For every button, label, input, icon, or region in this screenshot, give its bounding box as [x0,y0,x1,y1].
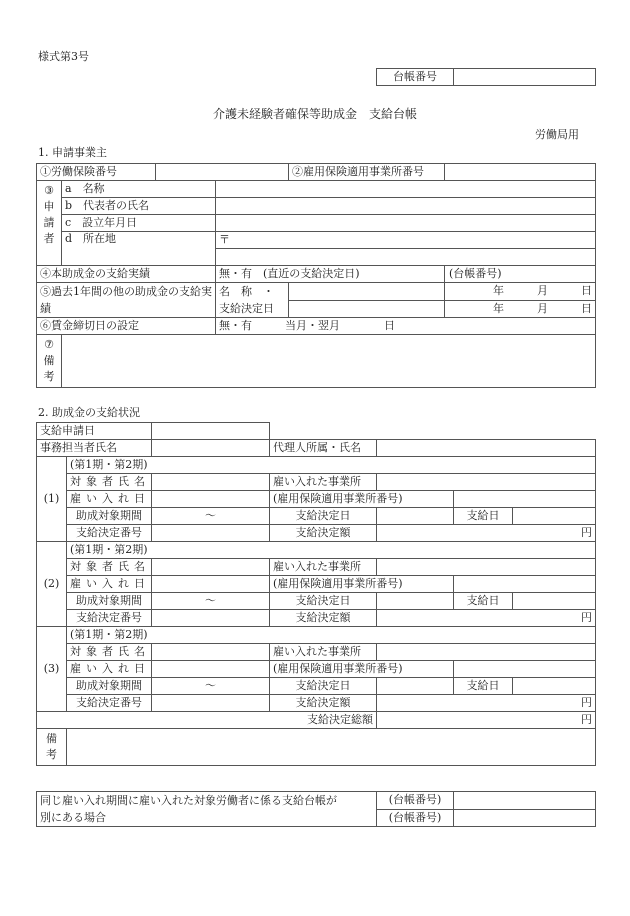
decision-amount-label: 支給決定額 [270,695,377,712]
payment-date-field[interactable] [513,508,596,525]
other-subsidy-sublabel: 名 称 ・ 支給決定日 [216,283,289,318]
hiring-office-field[interactable] [377,559,596,576]
office-no-label: (雇用保険適用事業所番号) [270,491,454,508]
form-number: 様式第3号 [38,50,89,63]
other-ledger-field-2[interactable] [454,809,596,827]
page-title: 介護未経験者確保等助成金 支給台帳 [212,107,417,121]
section2-heading: 2. 助成金の支給状況 [38,406,140,419]
subsidy-period-label: 助成対象期間 [67,508,152,525]
representative-field[interactable] [216,198,596,215]
remarks-field[interactable] [67,729,596,766]
decision-date-field[interactable] [377,508,454,525]
decision-amount-label: 支給決定額 [270,610,377,627]
target-name-field[interactable] [152,644,270,661]
remarks-label: 備 考 [37,729,67,766]
employment-office-no-field[interactable] [445,164,596,181]
other-ledger-label-1: (台帳番号) [377,792,454,810]
office-no-label: (雇用保険適用事業所番号) [270,661,454,678]
decision-no-label: 支給決定番号 [67,610,152,627]
remarks-field[interactable] [62,335,596,388]
application-date-field[interactable] [152,423,270,440]
payment-date-label: 支給日 [454,593,513,610]
hire-date-label: 雇い入れ日 [67,576,152,593]
other-ledger-label-2: (台帳番号) [377,809,454,827]
remarks-label: ⑦ 備 考 [37,335,62,388]
applicant-label: ③ 申 請 者 [37,181,62,266]
ledger-number-field[interactable] [454,69,596,86]
other-subsidy-name-2[interactable] [289,300,445,318]
decision-date-field[interactable] [377,678,454,695]
payment-status-table [36,422,596,766]
target-name-field[interactable] [152,559,270,576]
other-subsidy-label: ⑤過去1年間の他の助成金の支給実績 [37,283,216,318]
agent-name-label: 代理人所属・氏名 [270,440,377,457]
ledger-number-box [376,68,596,86]
other-subsidy-name-1[interactable] [289,283,445,301]
office-no-field[interactable] [454,491,596,508]
other-ledger-table [36,791,596,827]
payment-date-field[interactable] [513,678,596,695]
section1-heading: 1. 申請事業主 [38,146,107,159]
labor-insurance-no-field[interactable] [156,164,289,181]
office-no-field[interactable] [454,576,596,593]
total-amount-label: 支給決定総額 [37,712,377,729]
hire-date-label: 雇い入れ日 [67,661,152,678]
decision-no-field[interactable] [152,610,270,627]
block-number: (1) [37,457,67,542]
subsidy-record-ledger[interactable]: (台帳番号) [445,266,596,283]
decision-no-label: 支給決定番号 [67,695,152,712]
subsidy-record-label: ④本助成金の支給実績 [37,266,216,283]
block-period[interactable]: (第1期・第2期) [67,457,596,474]
hiring-office-label: 雇い入れた事業所 [270,474,377,491]
hiring-office-label: 雇い入れた事業所 [270,644,377,661]
ledger-number-label: 台帳番号 [377,69,454,86]
total-amount-field[interactable]: 円 [377,712,596,729]
hiring-office-field[interactable] [377,644,596,661]
subsidy-record-value[interactable]: 無・有 (直近の支給決定日) [216,266,445,283]
hire-date-label: 雇い入れ日 [67,491,152,508]
payment-date-label: 支給日 [454,508,513,525]
address-field[interactable] [216,249,596,266]
name-field[interactable] [216,181,596,198]
decision-amount-field[interactable]: 円 [377,695,596,712]
target-name-label: 対象者氏名 [67,559,152,576]
block-period[interactable]: (第1期・第2期) [67,542,596,559]
block-number: (3) [37,627,67,712]
decision-date-label: 支給決定日 [270,508,377,525]
name-label: a 名称 [62,181,216,198]
subsidy-period-field[interactable]: ～ [152,593,270,610]
established-date-field[interactable] [216,215,596,232]
wage-cutoff-label: ⑥賃金締切日の設定 [37,318,216,335]
applicant-table [36,163,596,388]
decision-no-field[interactable] [152,525,270,542]
hiring-office-label: 雇い入れた事業所 [270,559,377,576]
postal-code-field[interactable] [216,232,596,249]
labor-insurance-no-label: ①労働保険番号 [37,164,156,181]
decision-amount-label: 支給決定額 [270,525,377,542]
address-label: d 所在地 [62,232,216,266]
hire-date-field[interactable] [152,661,270,678]
block-number: (2) [37,542,67,627]
employment-office-no-label: ②雇用保険適用事業所番号 [289,164,445,181]
decision-amount-field[interactable]: 円 [377,610,596,627]
decision-no-label: 支給決定番号 [67,525,152,542]
hire-date-field[interactable] [152,491,270,508]
decision-no-field[interactable] [152,695,270,712]
subsidy-period-field[interactable]: ～ [152,508,270,525]
office-no-field[interactable] [454,661,596,678]
subsidy-period-label: 助成対象期間 [67,593,152,610]
application-date-label: 支給申請日 [37,423,152,440]
other-ledger-field-1[interactable] [454,792,596,810]
target-name-label: 対象者氏名 [67,644,152,661]
office-use-label: 労働局用 [535,128,579,141]
subsidy-period-label: 助成対象期間 [67,678,152,695]
hiring-office-field[interactable] [377,474,596,491]
postal-mark-icon: 〒 [219,233,230,246]
decision-date-label: 支給決定日 [270,593,377,610]
wage-cutoff-value[interactable]: 無・有 当月・翌月 日 [216,318,596,335]
hire-date-field[interactable] [152,576,270,593]
staff-name-field[interactable] [152,440,270,457]
block-period[interactable]: (第1期・第2期) [67,627,596,644]
decision-amount-field[interactable]: 円 [377,525,596,542]
office-no-label: (雇用保険適用事業所番号) [270,576,454,593]
subsidy-period-field[interactable]: ～ [152,678,270,695]
other-subsidy-date-2[interactable]: 年 月 日 [445,300,596,318]
payment-date-field[interactable] [513,593,596,610]
decision-date-label: 支給決定日 [270,678,377,695]
other-subsidy-date-1[interactable]: 年 月 日 [445,283,596,301]
target-name-label: 対象者氏名 [67,474,152,491]
decision-date-field[interactable] [377,593,454,610]
other-ledger-description: 同じ雇い入れ期間に雇い入れた対象労働者に係る支給台帳が 別にある場合 [37,792,377,827]
staff-name-label: 事務担当者氏名 [37,440,152,457]
payment-date-label: 支給日 [454,678,513,695]
established-date-label: c 設立年月日 [62,215,216,232]
target-name-field[interactable] [152,474,270,491]
representative-label: b 代表者の氏名 [62,198,216,215]
agent-name-field[interactable] [377,440,596,457]
